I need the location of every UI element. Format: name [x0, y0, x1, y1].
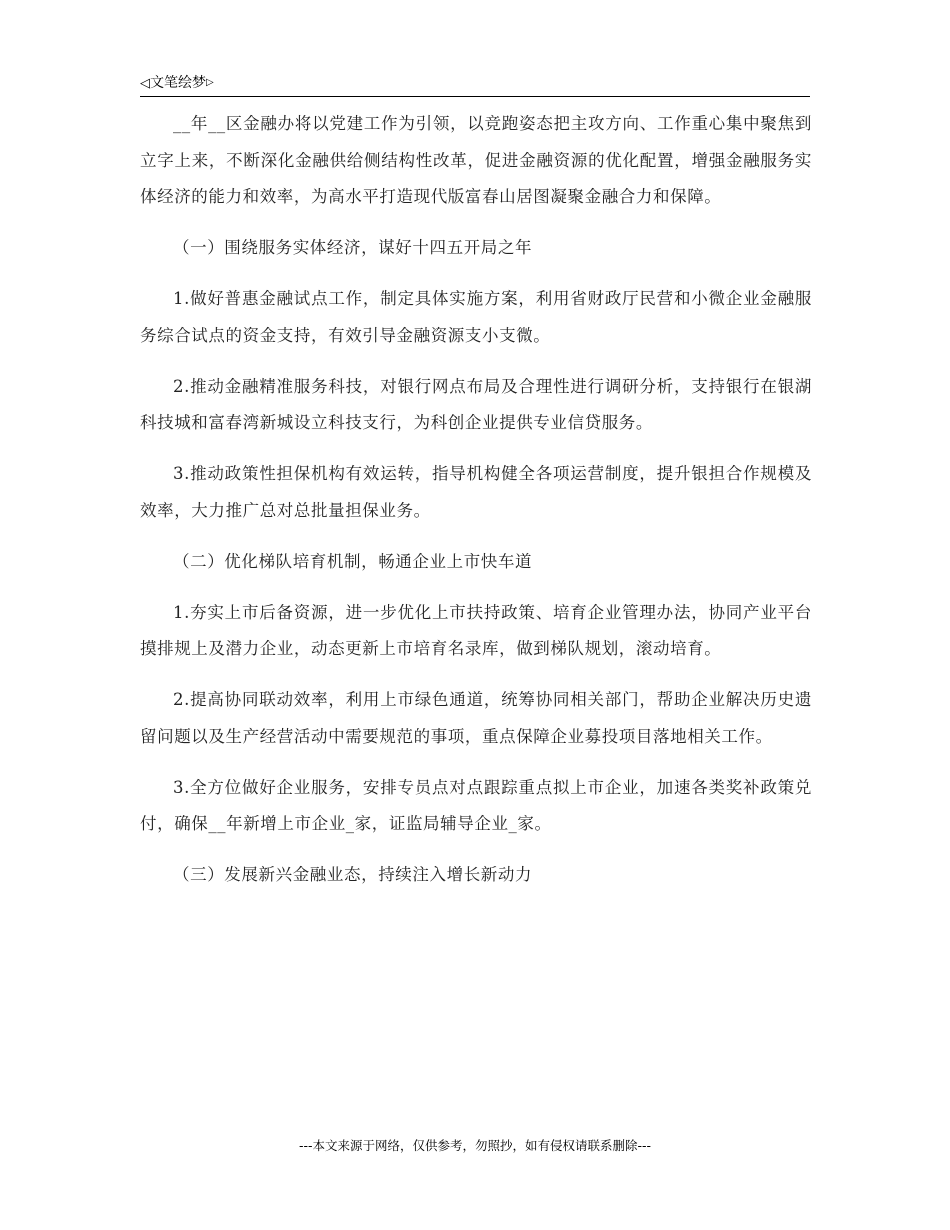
list-item: 3.推动政策性担保机构有效运转，指导机构健全各项运营制度，提升银担合作规模及效率，大力推广总对总批量担保业务。	[140, 464, 812, 520]
triangle-left-icon: ◁	[140, 76, 150, 91]
list-item: 3.全方位做好企业服务，安排专员点对点跟踪重点拟上市企业，加速各类奖补政策兑付，确保__年新增上市企业_家，证监局辅导企业_家。	[140, 777, 812, 833]
list-item: 1.做好普惠金融试点工作，制定具体实施方案，利用省财政厅民营和小微企业金融服务综合试点的资金支持，有效引导金融资源支小支微。	[140, 289, 812, 345]
page-footer-disclaimer: ---本文来源于网络，仅供参考，勿照抄，如有侵权请联系删除---	[298, 1138, 652, 1153]
document-body	[140, 106, 812, 894]
header-title: 文笔绘梦	[150, 75, 206, 91]
intro-paragraph: __年__区金融办将以党建工作为引领，以竞跑姿态把主攻方向、工作重心集中聚焦到立字上来，不断深化金融供给侧结构性改革，促进金融资源的优化配置，增强金融服务实体经济的能力和效率，为高水平打造现代版富春山居图凝聚金融合力和保障。	[140, 114, 812, 206]
triangle-right-icon: ▷	[206, 77, 214, 88]
section-heading-1: （一）围绕服务实体经济，谋好十四五开局之年	[173, 238, 533, 257]
page-header	[140, 74, 810, 96]
header-divider	[140, 96, 810, 97]
list-item: 1.夯实上市后备资源，进一步优化上市扶持政策、培育企业管理办法，协同产业平台摸排规上及潜力企业，动态更新上市培育名录库，做到梯队规划，滚动培育。	[140, 602, 812, 658]
header-brand	[140, 74, 214, 93]
section-heading-2: （二）优化梯队培育机制，畅通企业上市快车道	[173, 551, 533, 571]
list-item: 2.推动金融精准服务科技，对银行网点布局及合理性进行调研分析，支持银行在银湖科技城和富春湾新城设立科技支行，为科创企业提供专业信贷服务。	[140, 376, 812, 432]
list-item: 2.提高协同联动效率，利用上市绿色通道，统筹协同相关部门，帮助企业解决历史遗留问题以及生产经营活动中需要规范的事项，重点保障企业募投项目落地相关工作。	[140, 690, 812, 746]
section-heading-3: （三）发展新兴金融业态，持续注入增长新动力	[173, 865, 533, 884]
